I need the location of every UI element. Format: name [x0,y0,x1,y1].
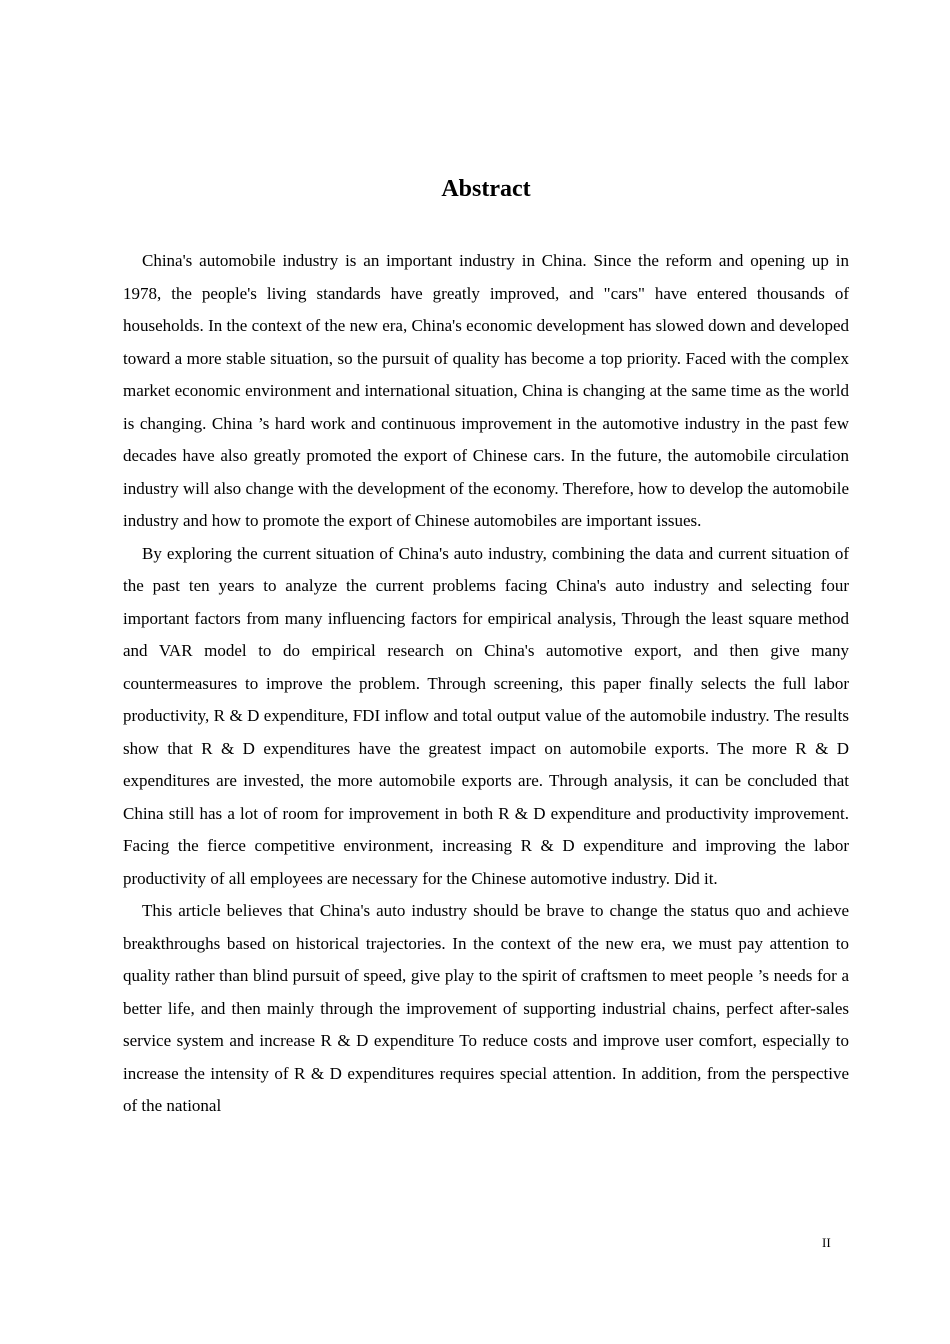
paragraph-1: China's automobile industry is an important industry in China. Since the reform and opening up in 1978, the people's living standards have greatly improved, and "cars" have entered thousands of households. In the context of the new era, China's economic development has slowed down and developed toward a more stable situation, so the pursuit of quality has become a top priority. Faced with the complex market economic environment and international situation, China is changing at the same time as the world is changing. China ’s hard work and continuous improvement in the automotive industry in the past few decades have also greatly promoted the export of Chinese cars. In the future, the automobile circulation industry will also change with the development of the economy. Therefore, how to develop the automobile industry and how to promote the export of Chinese automobiles are important issues. [123,251,849,530]
page-number: II [822,1235,831,1250]
page-title: Abstract [441,176,531,202]
paragraph-2: By exploring the current situation of China's auto industry, combining the data and current situation of the past ten years to analyze the current problems facing China's auto industry and selecting four important factors from many influencing factors for empirical analysis, Through the least square method and VAR model to do empirical research on China's automotive export, and then give many countermeasures to improve the problem. Through screening, this paper finally selects the full labor productivity, R & D expenditure, FDI inflow and total output value of the automobile industry. The results show that R & D expenditures have the greatest impact on automobile exports. The more R & D expenditures are invested, the more automobile exports are. Through analysis, it can be concluded that China still has a lot of room for improvement in both R & D expenditure and productivity improvement. Facing the fierce competitive environment, increasing R & D expenditure and improving the labor productivity of all employees are necessary for the Chinese automotive industry. Did it. [123,543,849,888]
paragraph-3: This article believes that China's auto industry should be brave to change the status quo and achieve breakthroughs based on historical trajectories. In the context of the new era, we must pay attention to quality rather than blind pursuit of speed, give play to the spirit of craftsmen to meet people ’s needs for a better life, and then mainly through the improvement of supporting industrial chains, perfect after-sales service system and increase R & D expenditure To reduce costs and improve user comfort, especially to increase the intensity of R & D expenditures requires special attention. In addition, from the perspective of the national [123,901,849,1115]
abstract-body [123,245,849,1123]
